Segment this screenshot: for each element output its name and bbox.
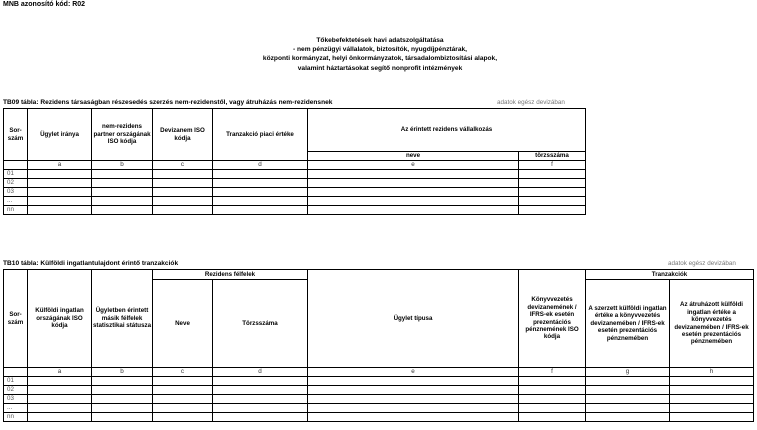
table-row: [4, 188, 586, 197]
table-cell[interactable]: [213, 395, 308, 404]
title-line-4: valamint háztartásokat segítő nonprofit intézmények: [297, 64, 463, 72]
tb10-row-number: 03: [4, 395, 28, 404]
tb09-row-number: nn: [4, 206, 28, 215]
tb09-letter-f: f: [519, 161, 586, 170]
table-cell[interactable]: [586, 404, 670, 413]
tb10-note: adatok egész devizában: [668, 260, 736, 267]
table-cell[interactable]: [92, 179, 153, 188]
table-cell[interactable]: [213, 197, 308, 206]
table-cell[interactable]: [153, 170, 213, 179]
tb10-letter-e: e: [308, 368, 519, 377]
tb09-letter-c: c: [153, 161, 213, 170]
table-cell[interactable]: [586, 395, 670, 404]
table-cell[interactable]: [213, 170, 308, 179]
table-cell[interactable]: [92, 404, 153, 413]
table-cell[interactable]: [519, 395, 586, 404]
table-cell[interactable]: [213, 413, 308, 422]
table-cell[interactable]: [92, 386, 153, 395]
table-row: [4, 413, 754, 422]
table-row: [4, 206, 586, 215]
tb10-letter-b: b: [92, 368, 153, 377]
table-cell[interactable]: [92, 206, 153, 215]
tb10-header-statusz: Ügyletben érintett másik félfelek statisztikai státusza: [92, 270, 153, 368]
table-cell[interactable]: [28, 206, 92, 215]
table-cell[interactable]: [308, 413, 519, 422]
tb10-header-tranzakciok: Tranzakciók: [586, 270, 754, 280]
tb10-header-konyvvezetes: Könyvvezetés devizanemének / IFRS-ek esetén prezentációs pénznemének ISO kódja: [519, 270, 586, 368]
table-cell[interactable]: [308, 179, 519, 188]
tb09-letter-e: e: [308, 161, 519, 170]
table-row: [4, 395, 754, 404]
tb09-header-neve: neve: [308, 152, 519, 161]
table-cell[interactable]: [28, 413, 92, 422]
table-cell[interactable]: [28, 179, 92, 188]
table-cell[interactable]: [92, 413, 153, 422]
tb09-letter-blank: [4, 161, 28, 170]
title-line-2: - nem pénzügyi vállalatok, biztosítók, nyugdíjpénztárak,: [292, 46, 468, 54]
table-row: [4, 404, 754, 413]
tb09-letter-b: b: [92, 161, 153, 170]
tb10-header-kulfoldi-ingatlan: Külföldi ingatlan országának ISO kódja: [28, 270, 92, 368]
table-cell[interactable]: [308, 395, 519, 404]
tb10-letter-f: f: [519, 368, 586, 377]
table-cell[interactable]: [213, 386, 308, 395]
table-cell[interactable]: [153, 413, 213, 422]
tb10-title: TB10 tábla: Külföldi ingatlantulajdont érintő tranzakciók: [3, 260, 179, 267]
tb09-header-ugylet-iranya: Ügylet iránya: [28, 109, 92, 161]
table-cell[interactable]: [670, 386, 754, 395]
table-cell[interactable]: [28, 197, 92, 206]
table-cell[interactable]: [28, 377, 92, 386]
tb10-row-number: ...: [4, 404, 28, 413]
tb10-row-number: 01: [4, 377, 28, 386]
tb10-header-neve: Neve: [153, 280, 213, 368]
tb10-row-number: nn: [4, 413, 28, 422]
table-row: [4, 170, 586, 179]
table-cell[interactable]: [92, 395, 153, 404]
table-cell[interactable]: [213, 206, 308, 215]
tb09-letter-a: a: [28, 161, 92, 170]
table-cell[interactable]: [28, 170, 92, 179]
tb09-header-piaci-ertek: Tranzakció piaci értéke: [213, 109, 308, 161]
tb10-row-number: 02: [4, 386, 28, 395]
table-cell[interactable]: [308, 404, 519, 413]
table-cell[interactable]: [92, 197, 153, 206]
tb09-row-number: ...: [4, 197, 28, 206]
table-cell[interactable]: [519, 197, 586, 206]
tb09-header-devizanem: Devizanem ISO kódja: [153, 109, 213, 161]
table-cell[interactable]: [308, 197, 519, 206]
tb09-row-number: 02: [4, 179, 28, 188]
table-row: [4, 377, 754, 386]
table-cell[interactable]: [670, 413, 754, 422]
table-cell[interactable]: [213, 188, 308, 197]
table-cell[interactable]: [586, 413, 670, 422]
tb09-header-torzsszama: törzsszáma: [519, 152, 586, 161]
tb09-note: adatok egész devizában: [497, 99, 565, 106]
tb10-letter-blank: [4, 368, 28, 377]
table-cell[interactable]: [308, 386, 519, 395]
table-cell[interactable]: [28, 188, 92, 197]
tb10-letter-g: g: [586, 368, 670, 377]
tb10-table: [3, 269, 754, 422]
table-cell[interactable]: [519, 188, 586, 197]
table-cell[interactable]: [519, 404, 586, 413]
tb09-row-number: 03: [4, 188, 28, 197]
tb10-header-torzsszama: Törzsszáma: [213, 280, 308, 368]
table-cell[interactable]: [153, 179, 213, 188]
tb09-header-partner: nem-rezidens partner országának ISO kódja: [92, 109, 153, 161]
table-cell[interactable]: [519, 206, 586, 215]
table-row: [4, 386, 754, 395]
tb09-table: [3, 108, 586, 215]
table-cell[interactable]: [153, 386, 213, 395]
table-cell[interactable]: [153, 404, 213, 413]
table-cell[interactable]: [308, 188, 519, 197]
tb10-letter-a: a: [28, 368, 92, 377]
table-cell[interactable]: [213, 377, 308, 386]
tb09-letter-d: d: [213, 161, 308, 170]
table-cell[interactable]: [308, 206, 519, 215]
table-cell[interactable]: [670, 404, 754, 413]
mnb-code-label: MNB azonosító kód: R02: [3, 1, 86, 8]
table-cell[interactable]: [153, 188, 213, 197]
tb09-row-number: 01: [4, 170, 28, 179]
tb10-header-atruhazott: Az átruházott külföldi ingatlan értéke a könyvvezetés devizanemében / IFRS-ek esetén prezentációs pénznemében: [670, 280, 754, 368]
tb10-header-rezidens-felfelek: Rezidens félfelek: [153, 270, 308, 280]
table-cell[interactable]: [670, 377, 754, 386]
tb10-letter-c: c: [153, 368, 213, 377]
table-cell[interactable]: [308, 377, 519, 386]
table-cell[interactable]: [586, 386, 670, 395]
table-cell[interactable]: [213, 179, 308, 188]
tb10-header-ugylet-tipusa: Ügylet típusa: [308, 270, 519, 368]
table-cell[interactable]: [519, 179, 586, 188]
table-cell[interactable]: [213, 404, 308, 413]
table-cell[interactable]: [308, 170, 519, 179]
title-line-3: központi kormányzat, helyi önkormányzatok, társadalombiztosítási alapok,: [262, 55, 498, 63]
tb09-header-erintett: Az érintett rezidens vállalkozás: [308, 109, 586, 152]
table-row: [4, 179, 586, 188]
table-cell[interactable]: [28, 404, 92, 413]
tb10-header-sorszam: Sor-szám: [4, 270, 28, 368]
table-cell[interactable]: [92, 377, 153, 386]
tb09-title: TB09 tábla: Rezidens társaságban részesedés szerzés nem-rezidenstől, vagy átruházás nem-rezidensnek: [3, 99, 333, 106]
table-cell[interactable]: [519, 413, 586, 422]
table-row: [4, 197, 586, 206]
table-cell[interactable]: [153, 206, 213, 215]
title-line-1: Tőkebefektetések havi adatszolgáltatása: [316, 37, 444, 44]
table-cell[interactable]: [92, 170, 153, 179]
table-cell[interactable]: [28, 395, 92, 404]
table-cell[interactable]: [28, 386, 92, 395]
tb09-header-sorszam: Sor-szám: [4, 109, 28, 161]
table-cell[interactable]: [153, 395, 213, 404]
table-cell[interactable]: [519, 377, 586, 386]
table-cell[interactable]: [153, 197, 213, 206]
table-cell[interactable]: [519, 170, 586, 179]
table-cell[interactable]: [586, 377, 670, 386]
tb10-letter-d: d: [213, 368, 308, 377]
tb10-header-szerzett: A szerzett külföldi ingatlan értéke a könyvvezetés devizanemében / IFRS-ek esetén prezentációs pénznemében: [586, 280, 670, 368]
table-cell[interactable]: [519, 386, 586, 395]
form-title: [180, 36, 580, 73]
table-cell[interactable]: [92, 188, 153, 197]
table-cell[interactable]: [670, 395, 754, 404]
table-cell[interactable]: [153, 377, 213, 386]
tb10-letter-h: h: [670, 368, 754, 377]
